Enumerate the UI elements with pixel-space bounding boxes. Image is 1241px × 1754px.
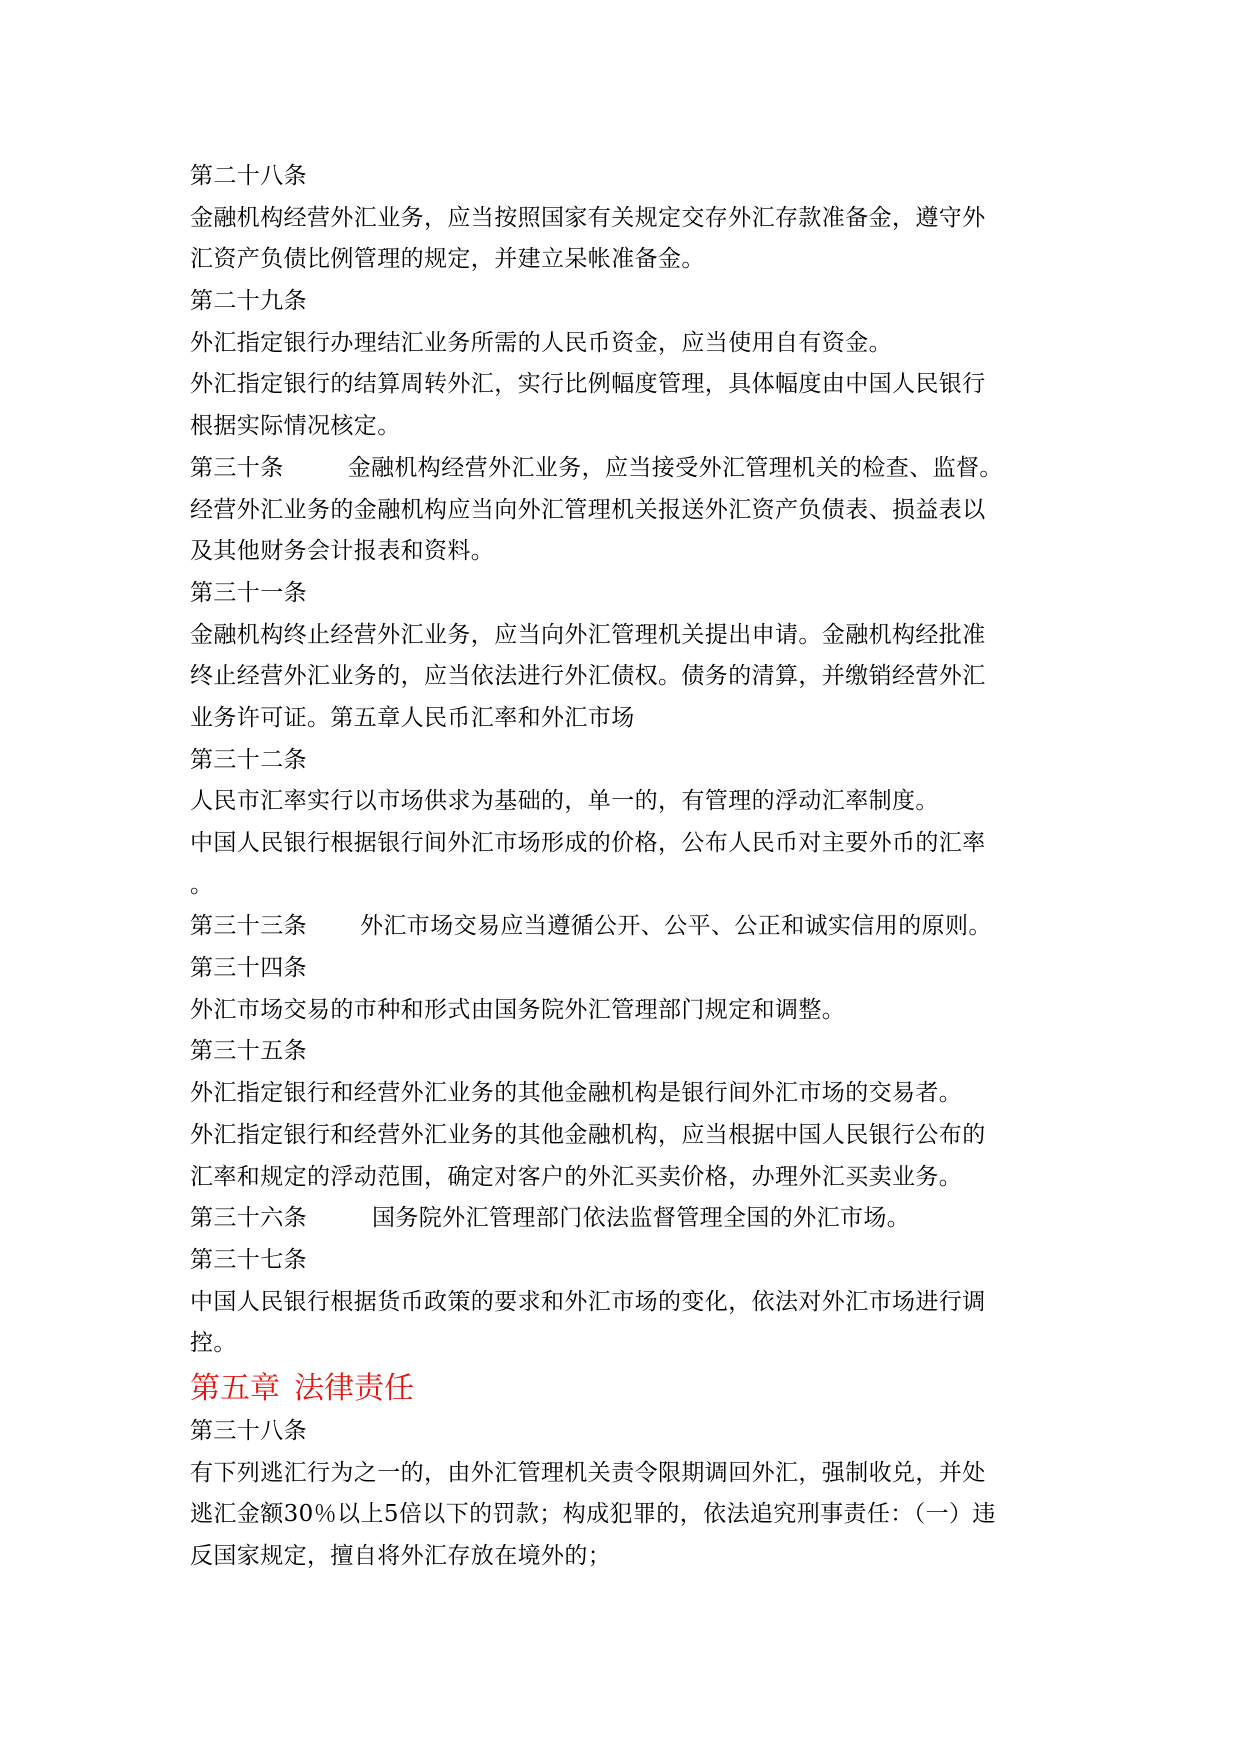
article-38-line-1: 有下列逃汇行为之一的，由外汇管理机关责令限期调回外汇，强制收兑，并处: [190, 1459, 986, 1486]
article-29-line-3: 根据实际情况核定。: [190, 413, 401, 440]
article-32-line-3: 。: [190, 871, 214, 898]
chapter-title: 法律责任: [294, 1370, 414, 1406]
article-37-line-2: 控。: [190, 1330, 237, 1357]
article-35-line-1: 外汇指定银行和经营外汇业务的其他金融机构是银行间外汇市场的交易者。: [190, 1080, 963, 1107]
article-29-line-1: 外汇指定银行办理结汇业务所需的人民币资金，应当使用自有资金。: [190, 329, 892, 356]
article-29-line-2: 外汇指定银行的结算周转外汇，实行比例幅度管理，具体幅度由中国人民银行: [190, 371, 986, 398]
article-33-heading: 第三十三条: [190, 913, 307, 940]
article-31-line-3: 业务许可证。第五章人民币汇率和外汇市场: [190, 704, 635, 731]
article-30-line-3: 及其他财务会计报表和资料。: [190, 538, 495, 565]
article-36-heading: 第三十六条: [190, 1205, 307, 1232]
article-31-heading: 第三十一条: [190, 579, 307, 606]
article-28-heading: 第二十八条: [190, 163, 307, 189]
article-36-line-1: [190, 1198, 1070, 1240]
article-37-heading: 第三十七条: [190, 1246, 307, 1273]
chapter-heading: [190, 1367, 1070, 1411]
article-35-line-2: 外汇指定银行和经营外汇业务的其他金融机构，应当根据中国人民银行公布的: [190, 1121, 986, 1148]
article-33-line-1: [190, 906, 1070, 948]
article-32-line-1: 人民市汇率实行以市场供求为基础的，单一的，有管理的浮动汇率制度。: [190, 788, 939, 815]
article-34-heading: 第三十四条: [190, 955, 307, 982]
article-32-line-2: 中国人民银行根据银行间外汇市场形成的价格，公布人民币对主要外币的汇率: [190, 830, 986, 856]
article-30-line-1: [190, 448, 1070, 490]
article-30-line-2: 经营外汇业务的金融机构应当向外汇管理机关报送外汇资产负债表、损益表以: [190, 496, 986, 523]
article-28-line-1: 金融机构经营外汇业务，应当按照国家有关规定交存外汇存款准备金，遵守外: [190, 204, 986, 231]
document-body: [190, 156, 1070, 1578]
article-38-line-2: 逃汇金额30％以上5倍以下的罚款；构成犯罪的，依法追究刑事责任：（一）违: [190, 1501, 996, 1528]
article-31-line-1: 金融机构终止经营外汇业务，应当向外汇管理机关提出申请。金融机构经批准: [190, 621, 986, 648]
article-32-heading: 第三十二条: [190, 746, 307, 773]
article-30-heading: 第三十条: [190, 454, 284, 481]
article-38-line-3: 反国家规定，擅自将外汇存放在境外的；: [190, 1543, 612, 1569]
chapter-number: 第五章: [190, 1370, 280, 1406]
article-36-text: 国务院外汇管理部门依法监督管理全国的外汇市场。: [372, 1205, 911, 1232]
article-33-text: 外汇市场交易应当遵循公开、公平、公正和诚实信用的原则。: [360, 913, 992, 940]
article-35-line-3: 汇率和规定的浮动范围，确定对客户的外汇买卖价格，办理外汇买卖业务。: [190, 1163, 963, 1190]
article-29-heading: 第二十九条: [190, 288, 307, 315]
article-31-line-2: 终止经营外汇业务的，应当依法进行外汇债权。债务的清算，并缴销经营外汇: [190, 663, 986, 690]
article-30-text: 金融机构经营外汇业务，应当接受外汇管理机关的检查、监督。: [347, 454, 1003, 481]
article-35-heading: 第三十五条: [190, 1038, 307, 1065]
article-34-line-1: 外汇市场交易的市种和形式由国务院外汇管理部门规定和调整。: [190, 996, 846, 1023]
article-37-line-1: 中国人民银行根据货币政策的要求和外汇市场的变化，依法对外汇市场进行调: [190, 1288, 986, 1315]
article-38-heading: 第三十八条: [190, 1417, 307, 1444]
article-28-line-2: 汇资产负债比例管理的规定，并建立呆帐准备金。: [190, 246, 705, 273]
